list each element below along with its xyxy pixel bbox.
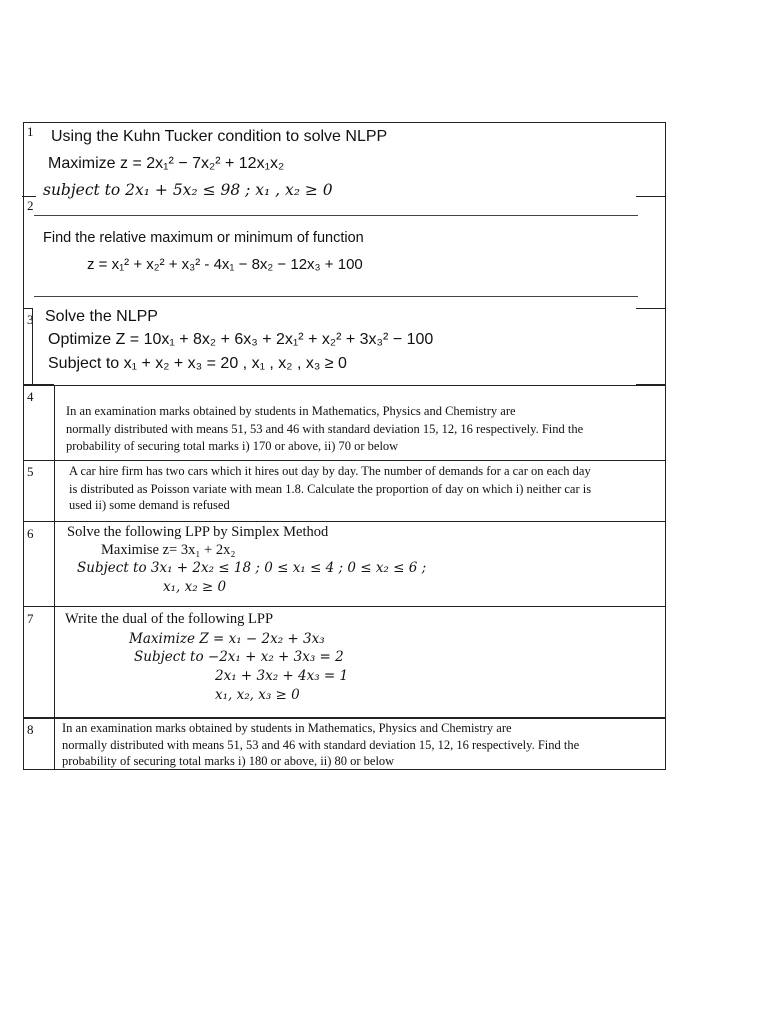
question-row-5 bbox=[24, 460, 665, 521]
question-row-6 bbox=[24, 521, 665, 606]
question-text: probability of securing total marks i) 180 or above, ii) 80 or below bbox=[62, 754, 395, 768]
column-divider bbox=[54, 607, 55, 717]
question-text: In an examination marks obtained by students in Mathematics, Physics and Chemistry are bbox=[66, 404, 516, 418]
question-text: probability of securing total marks i) 170 or above, ii) 70 or below bbox=[66, 439, 399, 453]
row-divider bbox=[636, 196, 665, 197]
question-number: 1 bbox=[27, 124, 34, 139]
question-number: 8 bbox=[27, 722, 34, 737]
question-text: Optimize Z = 10x₁ + 8x₂ + 6x₃ + 2x₁² + x₂² + 3x₃² − 100 bbox=[48, 331, 434, 348]
column-divider bbox=[54, 522, 55, 606]
row-divider bbox=[34, 296, 638, 297]
question-text: x₁, x₂ ≥ 0 bbox=[163, 579, 227, 595]
question-text: is distributed as Poisson variate with mean 1.8. Calculate the proportion of day on which i) neither car is bbox=[69, 482, 592, 496]
question-text: Subject to 3x₁ + 2x₂ ≤ 18 ; 0 ≤ x₁ ≤ 4 ; 0 ≤ x₂ ≤ 6 ; bbox=[77, 560, 427, 576]
question-text: normally distributed with means 51, 53 and 46 with standard deviation 15, 12, 16 respectively. Find the bbox=[62, 738, 580, 752]
row-divider bbox=[22, 196, 36, 197]
row-divider bbox=[636, 308, 665, 309]
question-text: used ii) some demand is refused bbox=[69, 498, 230, 512]
question-text: 2x₁ + 3x₂ + 4x₃ = 1 bbox=[215, 668, 349, 684]
question-text: Write the dual of the following LPP bbox=[65, 611, 274, 627]
question-text: Using the Kuhn Tucker condition to solve NLPP bbox=[51, 128, 388, 145]
question-text: Maximize Z = x₁ − 2x₂ + 3x₃ bbox=[129, 631, 325, 647]
question-number: 5 bbox=[27, 464, 34, 479]
question-row-1 bbox=[24, 122, 665, 200]
question-text: A car hire firm has two cars which it hires out day by day. The number of demands for a car on each day bbox=[69, 464, 591, 478]
row-divider bbox=[24, 308, 32, 309]
question-number: 4 bbox=[27, 389, 34, 404]
question-table bbox=[23, 122, 666, 770]
question-row-8 bbox=[24, 717, 665, 770]
question-row-3 bbox=[24, 308, 665, 386]
question-row-2 bbox=[24, 198, 665, 308]
question-number: 6 bbox=[27, 526, 34, 541]
question-row-4 bbox=[24, 385, 665, 460]
question-text: z = x₁² + x₂² + x₃² - 4x₁ − 8x₂ − 12x₃ + 100 bbox=[87, 256, 363, 273]
question-text: Subject to −2x₁ + x₂ + 3x₃ = 2 bbox=[134, 649, 344, 665]
question-text: Solve the following LPP by Simplex Method bbox=[67, 524, 329, 540]
question-text: Find the relative maximum or minimum of function bbox=[43, 230, 364, 246]
column-divider bbox=[54, 386, 55, 460]
column-divider bbox=[54, 719, 55, 769]
question-text: subject to 2x₁ + 5x₂ ≤ 98 ; x₁ , x₂ ≥ 0 bbox=[43, 181, 333, 199]
question-row-7 bbox=[24, 606, 665, 717]
question-text: normally distributed with means 51, 53 and 46 with standard deviation 15, 12, 16 respectively. Find the bbox=[66, 422, 584, 436]
question-text: x₁, x₂, x₃ ≥ 0 bbox=[215, 687, 300, 703]
question-text: Subject to x₁ + x₂ + x₃ = 20 , x₁ , x₂ , x₃ ≥ 0 bbox=[48, 355, 347, 372]
question-text: In an examination marks obtained by students in Mathematics, Physics and Chemistry are bbox=[62, 721, 512, 735]
row-divider bbox=[34, 215, 638, 216]
question-number: 7 bbox=[27, 611, 34, 626]
question-number: 3 bbox=[27, 312, 34, 327]
question-number: 2 bbox=[27, 198, 34, 213]
column-divider bbox=[54, 461, 55, 521]
question-text: Maximize z = 2x₁² − 7x₂² + 12x₁x₂ bbox=[48, 155, 285, 172]
question-text: Maximise z= 3x₁ + 2x₂ bbox=[101, 542, 236, 558]
question-text: Solve the NLPP bbox=[45, 308, 158, 325]
column-divider bbox=[32, 308, 33, 386]
